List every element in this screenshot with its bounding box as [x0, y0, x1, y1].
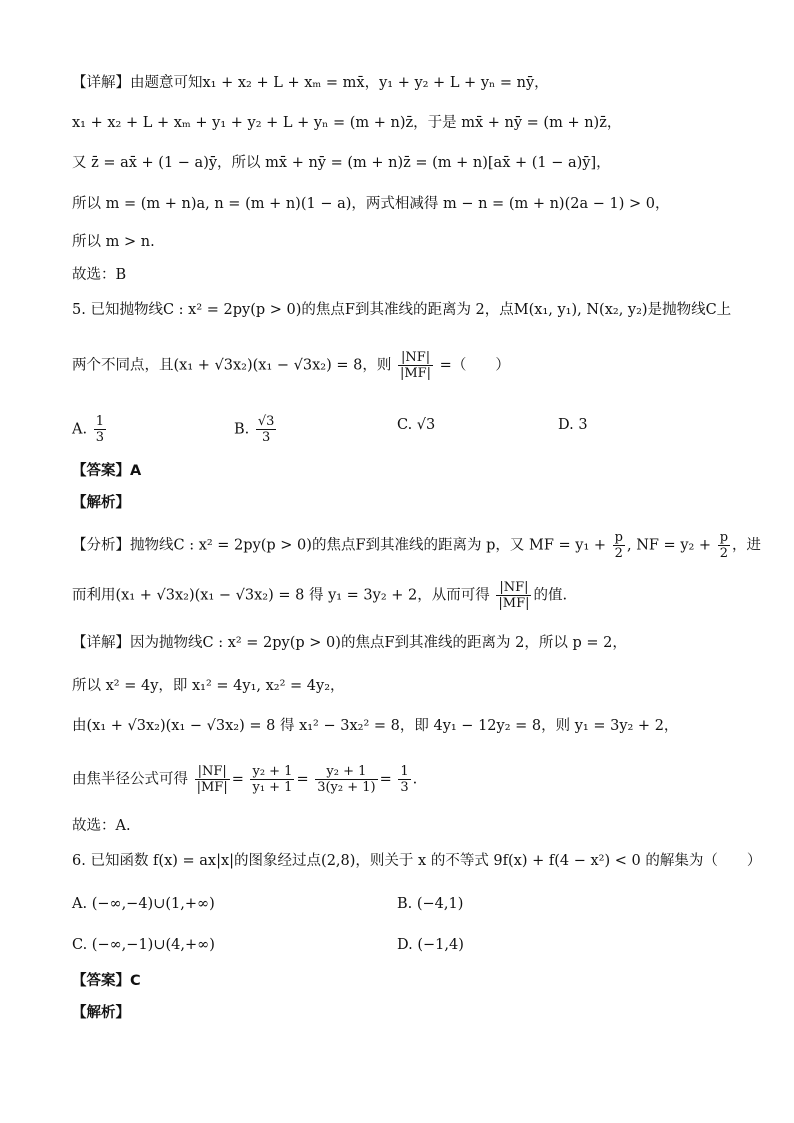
fraction: $\frac{p}{2}$ [719, 530, 729, 561]
analysis-label: 【解析】 [72, 1005, 130, 1021]
option-a: A. $\frac{1}{3}$ [72, 414, 104, 445]
option-c: C. √3 [397, 417, 436, 433]
text-line: 故选：A. [72, 818, 131, 834]
question-5-stem: 5. 已知抛物线C : x² = 2py(p > 0)的焦点F到其准线的距离为 2，点M(x₁, y₁), N(x₂, y₂)是抛物线C上 [72, 302, 732, 318]
text-line: 又 z̄ = ax̄ + (1 − a)ȳ，所以 mx̄ + nȳ = (m + n)z̄ = (m + n)[ax̄ + (1 − a)ȳ]， [72, 155, 611, 171]
text-line: 由焦半径公式可得 $\frac{|NF|}{|MF|}$ = $\frac{\text{y₂ + 1}}{\text{y₁ + 1}}$ = $\frac{\text{y₂ + 1}}{\text{3(y₂ + 1)}}$ = $\frac{1}{3}$ . [72, 764, 418, 795]
text-line: 所以 m > n. [72, 234, 155, 250]
fraction: $\frac{|NF|}{|MF|}$ [498, 580, 530, 611]
text-line: 【分析】抛物线C : x² = 2py(p > 0)的焦点F到其准线的距离为 p，又 MF = y₁ + $\frac{p}{2}$ , NF = y₂ + $\frac{p}{2}$ ，进 [72, 530, 762, 561]
text-line: 【详解】由题意可知x₁ + x₂ + L + xₘ = mx̄，y₁ + y₂ + L + yₙ = nȳ， [72, 75, 549, 91]
fraction: $\frac{1}{3}$ [95, 414, 104, 445]
fraction: $\frac{√3}{3}$ [257, 414, 275, 445]
text-line: 故选：B [72, 267, 127, 283]
option-c: C. (−∞,−1)∪(4,+∞) [72, 937, 215, 953]
fraction: $\frac{\text{y₂ + 1}}{\text{y₁ + 1}}$ [252, 764, 293, 795]
fraction: $\frac{|NF|}{|MF|}$ [196, 764, 228, 795]
fraction: $\frac{\text{y₂ + 1}}{\text{3(y₂ + 1)}}$ [317, 764, 376, 795]
text-line: 【详解】因为抛物线C : x² = 2py(p > 0)的焦点F到其准线的距离为 2，所以 p = 2， [72, 635, 627, 651]
fraction: $\frac{p}{2}$ [614, 530, 623, 561]
option-b: B. $\frac{√3}{3}$ [234, 414, 275, 445]
option-d: D. (−1,4) [397, 937, 464, 953]
option-d: D. 3 [558, 417, 588, 433]
option-a: A. (−∞,−4)∪(1,+∞) [72, 896, 215, 912]
text-line: 所以 x² = 4y，即 x₁² = 4y₁, x₂² = 4y₂， [72, 678, 345, 694]
text-line: x₁ + x₂ + L + xₘ + y₁ + y₂ + L + yₙ = (m + n)z̄，于是 mx̄ + nȳ = (m + n)z̄， [72, 115, 622, 131]
question-6-stem: 6. 已知函数 f(x) = ax|x|的图象经过点(2,8)，则关于 x 的不等式 9f(x) + f(4 − x²) < 0 的解集为（ ） [72, 853, 762, 869]
fraction: $\frac{1}{3}$ [400, 764, 409, 795]
text-line: 而利用(x₁ + √3x₂)(x₁ − √3x₂) = 8 得 y₁ = 3y₂ + 2，从而可得 $\frac{|NF|}{|MF|}$ 的值. [72, 580, 568, 611]
analysis-label: 【解析】 [72, 495, 130, 511]
option-b: B. (−4,1) [397, 896, 464, 912]
text-line: 所以 m = (m + n)a, n = (m + n)(1 − a)，两式相减得 m − n = (m + n)(2a − 1) > 0， [72, 196, 670, 212]
answer-label: 【答案】C [72, 973, 141, 989]
answer-label: 【答案】A [72, 463, 142, 479]
fraction: $\frac{|NF|}{|MF|}$ [399, 350, 432, 381]
text-line: 由(x₁ + √3x₂)(x₁ − √3x₂) = 8 得 x₁² − 3x₂² = 8，即 4y₁ − 12y₂ = 8，则 y₁ = 3y₂ + 2， [72, 718, 679, 734]
question-5-stem: 两个不同点，且(x₁ + √3x₂)(x₁ − √3x₂) = 8，则 $\frac{|NF|}{|MF|}$ =（ ） [72, 350, 510, 381]
